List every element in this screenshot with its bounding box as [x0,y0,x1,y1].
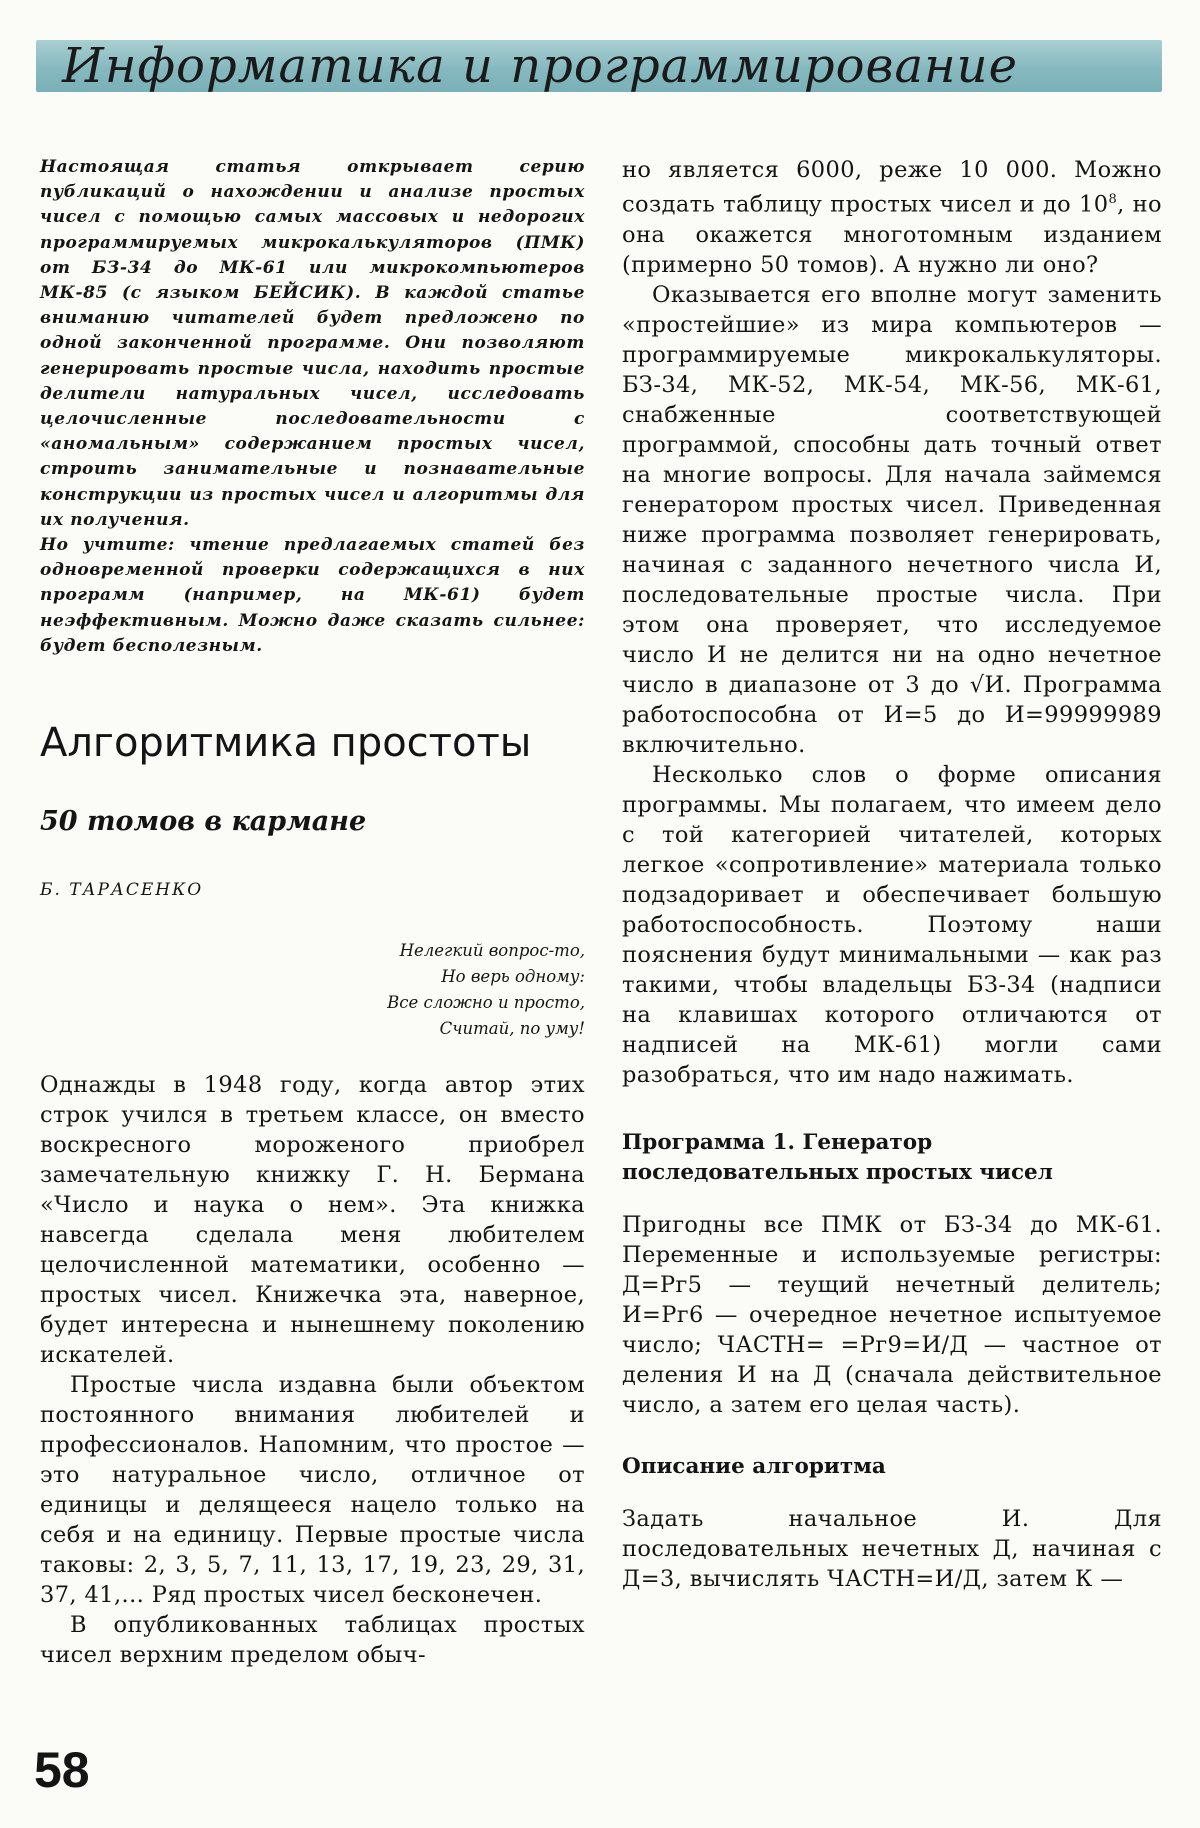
body-paragraph: Однажды в 1948 году, когда автор этих строк учился в третьем классе, он вместо воскресного мороженого приобрел замечательную книжку Г. Н. Бермана «Число и наука о нем». Эта книжка навсегда сделала меня любителем целочисленной математики, особенно — простых чисел. Книжечка эта, наверное, будет интересна и нынешнему поколению искателей. [40,1072,585,1368]
body-paragraph: Несколько слов о форме описания программы. Мы полагаем, что имеем дело с той категорией читателей, которых легкое «сопротивление» материала только подзадоривает и обеспечивает большую работоспособность. Поэтому наши пояснения будут минимальными — как раз такими, чтобы владельцы БЗ-34 (надписи на клавишах которого отличаются от надписей на МК-61) могли сами разобраться, что им надо нажимать. [622,761,1162,1088]
page-number: 58 [34,1742,90,1798]
program-heading-line-2: последовательных простых чисел [622,1159,1053,1185]
intro-paragraph-1: Настоящая статья открывает серию публикаций о нахождении и анализе простых чисел с помощью самых массовых и недорогих программируемых микрокалькуляторов (ПМК) от БЗ-34 до МК-61 или микрокомпьютеров МК-85 (с языком БЕЙСИК). В каждой статье вниманию читателей будет предложено по одной законченной программе. Они позволяют генерировать простые числа, находить простые делители натуральных чисел, исследовать целочисленные последовательности с «аномальным» содержанием простых чисел, строить занимательные и познавательные конструкции из простых чисел и алгоритмы для их получения. [40,157,585,530]
article-title: Алгоритмика простоты [40,720,532,766]
section-banner-title: Информатика и программирование [62,38,1018,94]
epigraph-line: Но верь одному: [441,967,585,986]
program-heading-line-1: Программа 1. Генератор [622,1129,933,1155]
body-paragraph: Задать начальное И. Для последовательных нечетных Д, начиная с Д=3, вычислять ЧАСТН=И/Д, затем К — [622,1505,1162,1592]
intro-block [40,155,585,659]
right-body-text [622,155,1162,1594]
epigraph-line: Все сложно и просто, [387,993,585,1012]
body-paragraph: Простые числа издавна были объектом постоянного внимания любителей и профессионалов. Напомним, что простое — это натуральное число, отличное от единицы и делящееся нацело только на себя и на единицу. Первые простые числа таковы: 2, 3, 5, 7, 11, 13, 17, 19, 23, 29, 31, 37, 41,... Ряд простых чисел бесконечен. [40,1372,585,1608]
epigraph [387,938,585,1042]
intro-paragraph-2: Но учтите: чтение предлагаемых статей без одновременной проверки содержащихся в них программ (например, на МК-61) будет неэффективным. Можно даже сказать сильнее: будет бесполезным. [40,535,585,656]
body-paragraph: В опубликованных таблицах простых чисел верхним пределом обыч- [40,1612,585,1668]
left-body-text [40,1070,585,1670]
body-paragraph: Оказывается его вполне могут заменить «простейшие» из мира компьютеров — программируемые микрокалькуляторы. БЗ-34, МК-52, МК-54, МК-56, МК-61, снабженные соответствующей программой, способны дать точный ответ на многие вопросы. Для начала займемся генератором простых чисел. Приведенная ниже программа позволяет генерировать, начиная с заданного нечетного числа И, последовательные простые числа. При этом она проверяет, что исследуемое число И не делится ни на одно нечетное число в диапазоне от 3 до √И. Программа работоспособна от И=5 до И=99999989 включительно. [622,281,1162,758]
exponent: 8 [1108,192,1118,207]
article-subtitle: 50 томов в кармане [40,806,367,837]
sqrt-symbol: √И [969,671,1005,698]
algorithm-heading: Описание алгоритма [622,1453,886,1479]
body-paragraph: Пригодны все ПМК от БЗ-34 до МК-61. Переменные и используемые регистры: Д=Рг5 — теущий нечетный делитель; И=Рг6 — очередное нечетное испытуемое число; ЧАСТН= =Рг9=И/Д — частное от деления И на Д (сначала действительное число, а затем его целая часть). [622,1211,1162,1418]
section-banner [36,40,1162,92]
article-author: Б. ТАРАСЕНКО [40,880,204,900]
body-paragraph: но является 6000, реже 10 000. Можно создать таблицу простых чисел и до $10^8$, но она окажется многотомным изданием (примерно 50 томов). А нужно ли оно? [622,157,1163,278]
epigraph-line: Считай, по уму! [439,1019,585,1038]
program-heading [622,1128,1162,1188]
epigraph-line: Нелегкий вопрос-то, [399,941,585,960]
